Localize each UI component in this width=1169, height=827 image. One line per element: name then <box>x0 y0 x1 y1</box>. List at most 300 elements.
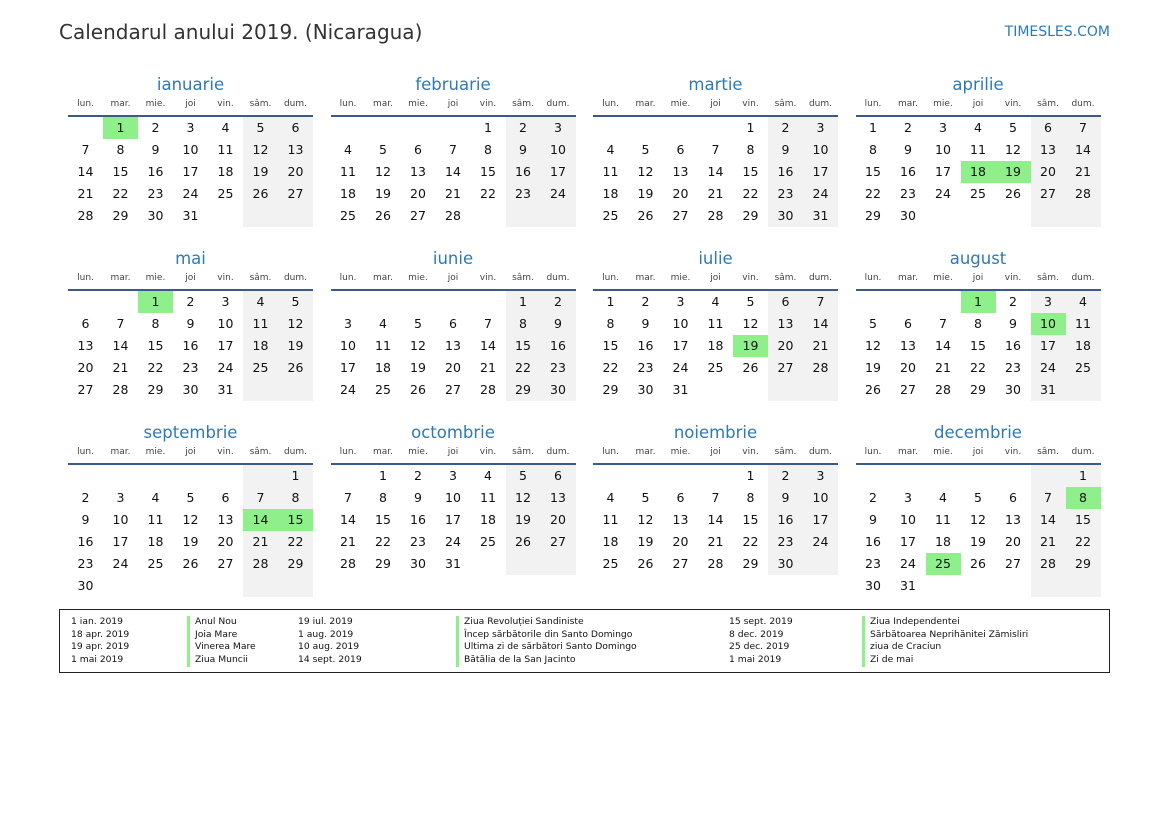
month-august <box>856 248 1101 401</box>
weekday-label: mar. <box>372 99 394 109</box>
empty-cell <box>243 379 278 401</box>
month-name: februarie <box>415 75 491 94</box>
day-cell: 19 <box>375 186 391 201</box>
legend-holiday-name: Bătălia de la San Jacinto <box>456 654 576 667</box>
day-cell: 6 <box>414 142 422 157</box>
week-row <box>68 509 313 531</box>
day-cell: 11 <box>935 512 951 527</box>
holiday-day-cell: 14 <box>243 509 278 531</box>
legend-holiday-name: Încep sărbătorile din Santo Domingo <box>456 629 632 642</box>
week-row <box>331 487 576 509</box>
week-row <box>331 357 576 379</box>
day-cell: 29 <box>742 556 759 571</box>
day-cell: 7 <box>711 142 720 157</box>
weekday-label: lun. <box>602 447 619 457</box>
day-cell: 6 <box>541 465 576 487</box>
day-cell: 23 <box>865 556 881 571</box>
empty-cell <box>506 205 541 227</box>
day-cell: 9 <box>414 490 422 505</box>
day-cell: 23 <box>768 183 803 205</box>
empty-cell <box>68 117 103 139</box>
month-noiembrie <box>593 422 838 575</box>
empty-cell <box>138 575 173 597</box>
legend-date: 10 aug. 2019 <box>298 641 360 653</box>
day-cell: 23 <box>768 531 803 553</box>
day-cell: 28 <box>77 208 94 223</box>
day-cell: 9 <box>1009 316 1017 331</box>
legend-date: 15 sept. 2019 <box>729 616 793 627</box>
day-cell: 22 <box>865 186 881 201</box>
day-cell: 7 <box>939 316 947 331</box>
legend-row <box>71 654 256 667</box>
day-cell: 6 <box>1031 117 1066 139</box>
day-cell: 30 <box>768 553 803 575</box>
weekday-label: mar. <box>635 99 656 109</box>
day-cell: 20 <box>672 186 689 201</box>
month-name: iunie <box>432 249 474 268</box>
day-cell: 9 <box>541 313 576 335</box>
day-cell: 3 <box>939 120 947 135</box>
weekday-label: lun. <box>339 99 357 109</box>
week-row <box>331 139 576 161</box>
empty-cell <box>278 205 313 227</box>
empty-cell <box>401 117 436 139</box>
day-cell: 29 <box>970 382 986 397</box>
legend-date: 25 dec. 2019 <box>729 641 790 653</box>
week-row <box>593 161 838 183</box>
day-cell: 24 <box>112 556 129 571</box>
holiday-day-cell: 15 <box>278 509 313 531</box>
empty-cell <box>1031 575 1066 597</box>
day-cell: 31 <box>672 382 689 397</box>
weekday-label: sâm. <box>512 447 534 457</box>
day-cell: 27 <box>1031 183 1066 205</box>
day-cell: 26 <box>637 208 654 223</box>
empty-cell <box>856 465 891 487</box>
holiday-day-cell: 18 <box>961 161 996 183</box>
week-row <box>856 205 1101 227</box>
day-cell: 18 <box>147 534 164 549</box>
day-cell: 20 <box>445 360 461 375</box>
day-cell: 4 <box>711 294 720 309</box>
empty-cell <box>803 553 838 575</box>
week-row <box>593 335 838 357</box>
day-cell: 20 <box>672 534 689 549</box>
day-cell: 22 <box>602 360 619 375</box>
legend-date: 19 iul. 2019 <box>298 616 353 627</box>
empty-cell <box>208 465 243 487</box>
month-martie <box>593 74 838 227</box>
empty-cell <box>68 465 103 487</box>
empty-cell <box>1066 575 1101 597</box>
weekday-label: dum. <box>283 99 308 109</box>
day-cell: 2 <box>904 120 912 135</box>
day-cell: 12 <box>410 338 426 353</box>
day-cell: 2 <box>414 468 422 483</box>
day-cell: 30 <box>77 578 94 593</box>
day-cell: 11 <box>970 142 986 157</box>
empty-cell <box>471 553 506 575</box>
day-cell: 25 <box>375 382 391 397</box>
week-row <box>68 357 313 379</box>
legend-holiday-name: Ziua Revoluției Sandiniste <box>456 616 584 629</box>
week-row <box>856 553 1101 575</box>
day-cell: 4 <box>221 120 230 135</box>
empty-cell <box>803 379 838 401</box>
day-cell: 11 <box>217 142 234 157</box>
day-cell: 23 <box>541 357 576 379</box>
day-cell: 12 <box>637 164 654 179</box>
day-cell: 24 <box>803 183 838 205</box>
day-cell: 3 <box>449 468 457 483</box>
day-cell: 3 <box>1031 291 1066 313</box>
day-cell: 18 <box>602 186 619 201</box>
day-cell: 17 <box>1031 335 1066 357</box>
day-cell: 5 <box>186 490 195 505</box>
empty-cell <box>628 117 663 139</box>
day-cell: 8 <box>746 490 755 505</box>
empty-cell <box>996 205 1031 227</box>
legend-date: 1 mai 2019 <box>71 654 124 666</box>
day-cell: 17 <box>803 509 838 531</box>
day-cell: 8 <box>379 490 387 505</box>
weekday-label: mie. <box>933 99 953 109</box>
day-cell: 27 <box>900 382 916 397</box>
day-cell: 29 <box>375 556 391 571</box>
day-cell: 20 <box>1031 161 1066 183</box>
week-row <box>856 531 1101 553</box>
day-cell: 26 <box>278 357 313 379</box>
day-cell: 12 <box>742 316 759 331</box>
day-cell: 9 <box>81 512 90 527</box>
week-row <box>593 205 838 227</box>
legend-holiday-name: Joia Mare <box>187 629 237 642</box>
empty-cell <box>593 117 628 139</box>
month-name: august <box>949 249 1007 268</box>
day-cell: 6 <box>768 291 803 313</box>
page-title: Calendarul anului 2019. (Nicaragua) <box>59 20 423 44</box>
weekday-label: dum. <box>546 99 570 109</box>
day-cell: 20 <box>541 509 576 531</box>
day-cell: 3 <box>676 294 685 309</box>
day-cell: 20 <box>217 534 234 549</box>
weekday-label: mie. <box>408 447 428 457</box>
day-cell: 7 <box>711 490 720 505</box>
empty-cell <box>961 205 996 227</box>
day-cell: 28 <box>340 556 356 571</box>
day-cell: 27 <box>410 208 426 223</box>
empty-cell <box>401 291 436 313</box>
weekday-header <box>331 272 576 291</box>
day-cell: 30 <box>182 382 199 397</box>
day-cell: 13 <box>278 139 313 161</box>
empty-cell <box>103 465 138 487</box>
day-cell: 21 <box>243 531 278 553</box>
day-cell: 7 <box>803 291 838 313</box>
holiday-day-cell: 10 <box>1031 313 1066 335</box>
weekday-label: vin. <box>1004 99 1022 109</box>
holiday-day-cell: 19 <box>733 335 768 357</box>
day-cell: 16 <box>768 509 803 531</box>
day-cell: 10 <box>182 142 199 157</box>
weekday-label: mar. <box>635 447 656 457</box>
weekday-label: mie. <box>670 447 691 457</box>
weekday-label: lun. <box>864 447 882 457</box>
weekday-header <box>68 98 313 117</box>
day-cell: 14 <box>77 164 94 179</box>
day-cell: 25 <box>217 186 234 201</box>
weekday-label: lun. <box>864 99 882 109</box>
day-cell: 18 <box>602 534 619 549</box>
empty-cell <box>331 465 366 487</box>
week-row <box>331 335 576 357</box>
day-cell: 10 <box>935 142 951 157</box>
empty-cell <box>103 291 138 313</box>
day-cell: 3 <box>221 294 230 309</box>
day-cell: 4 <box>1066 291 1101 313</box>
week-row <box>593 183 838 205</box>
day-cell: 17 <box>182 164 199 179</box>
week-row <box>856 139 1101 161</box>
week-row <box>68 117 313 139</box>
day-cell: 16 <box>147 164 164 179</box>
week-row <box>593 487 838 509</box>
week-row <box>856 509 1101 531</box>
day-cell: 16 <box>506 161 541 183</box>
day-cell: 15 <box>742 164 759 179</box>
day-cell: 10 <box>445 490 461 505</box>
day-cell: 21 <box>480 360 496 375</box>
day-cell: 14 <box>480 338 496 353</box>
day-cell: 1 <box>278 465 313 487</box>
day-cell: 15 <box>970 338 986 353</box>
day-cell: 30 <box>637 382 654 397</box>
day-cell: 21 <box>112 360 129 375</box>
day-cell: 2 <box>541 291 576 313</box>
legend-row <box>729 641 1028 654</box>
weekday-label: sâm. <box>774 99 797 109</box>
legend-date: 14 sept. 2019 <box>298 654 362 666</box>
day-cell: 5 <box>379 142 387 157</box>
weekday-label: joi <box>185 273 196 283</box>
weekday-label: joi <box>185 447 196 457</box>
day-cell: 12 <box>865 338 881 353</box>
holiday-day-cell: 25 <box>926 553 961 575</box>
day-cell: 27 <box>768 357 803 379</box>
weekday-label: mar. <box>110 447 131 457</box>
day-cell: 19 <box>182 534 199 549</box>
legend-holiday-name: Vinerea Mare <box>187 641 256 654</box>
empty-cell <box>926 465 961 487</box>
day-cell: 25 <box>243 357 278 379</box>
day-cell: 19 <box>637 534 654 549</box>
day-cell: 20 <box>768 335 803 357</box>
week-row <box>68 205 313 227</box>
week-row <box>593 357 838 379</box>
day-cell: 28 <box>1066 183 1101 205</box>
day-cell: 19 <box>410 360 426 375</box>
weekday-label: dum. <box>1071 447 1095 457</box>
day-cell: 9 <box>186 316 195 331</box>
day-cell: 22 <box>112 186 129 201</box>
weekday-label: joi <box>972 273 984 283</box>
weekday-label: joi <box>710 273 721 283</box>
weekday-label: joi <box>447 273 459 283</box>
day-cell: 24 <box>182 186 199 201</box>
day-cell: 25 <box>147 556 164 571</box>
weekday-label: dum. <box>1071 273 1095 283</box>
holiday-day-cell: 19 <box>996 161 1031 183</box>
day-cell: 17 <box>112 534 129 549</box>
day-cell: 7 <box>243 487 278 509</box>
day-cell: 12 <box>278 313 313 335</box>
day-cell: 13 <box>1005 512 1021 527</box>
day-cell: 2 <box>768 465 803 487</box>
day-cell: 31 <box>1031 379 1066 401</box>
day-cell: 6 <box>1009 490 1017 505</box>
day-cell: 10 <box>900 512 916 527</box>
weekday-label: sâm. <box>1037 99 1059 109</box>
empty-cell <box>996 575 1031 597</box>
month-iulie <box>593 248 838 401</box>
day-cell: 17 <box>541 161 576 183</box>
weekday-header <box>856 272 1101 291</box>
day-cell: 4 <box>974 120 982 135</box>
day-cell: 22 <box>147 360 164 375</box>
day-cell: 25 <box>1066 357 1101 379</box>
day-cell: 4 <box>243 291 278 313</box>
day-cell: 30 <box>865 578 881 593</box>
legend-row <box>729 629 1028 642</box>
day-cell: 8 <box>151 316 160 331</box>
day-cell: 21 <box>707 186 724 201</box>
day-cell: 11 <box>1066 313 1101 335</box>
day-cell: 26 <box>742 360 759 375</box>
day-cell: 10 <box>803 487 838 509</box>
day-cell: 9 <box>768 487 803 509</box>
empty-cell <box>926 291 961 313</box>
day-cell: 15 <box>742 512 759 527</box>
day-cell: 26 <box>865 382 881 397</box>
empty-cell <box>331 291 366 313</box>
empty-cell <box>961 465 996 487</box>
week-row <box>856 357 1101 379</box>
week-row <box>856 291 1101 313</box>
month-name: martie <box>688 75 743 94</box>
day-cell: 2 <box>641 294 650 309</box>
weekday-label: dum. <box>808 273 833 283</box>
week-row <box>593 553 838 575</box>
day-cell: 29 <box>742 208 759 223</box>
day-cell: 19 <box>637 186 654 201</box>
weekday-label: mie. <box>670 273 691 283</box>
week-row <box>331 117 576 139</box>
day-cell: 20 <box>1005 534 1021 549</box>
day-cell: 16 <box>900 164 916 179</box>
empty-cell <box>1066 379 1101 401</box>
site-link[interactable]: TIMESLES.COM <box>1004 24 1110 40</box>
legend-row <box>298 654 637 667</box>
empty-cell <box>173 465 208 487</box>
day-cell: 5 <box>243 117 278 139</box>
week-row <box>593 117 838 139</box>
day-cell: 20 <box>410 186 426 201</box>
month-ianuarie <box>68 74 313 227</box>
weekday-label: sâm. <box>512 273 534 283</box>
day-cell: 10 <box>672 316 689 331</box>
empty-cell <box>208 575 243 597</box>
day-cell: 4 <box>606 490 615 505</box>
day-cell: 19 <box>278 335 313 357</box>
day-cell: 14 <box>707 512 724 527</box>
legend-row <box>729 616 1028 629</box>
day-cell: 7 <box>1031 487 1066 509</box>
day-cell: 23 <box>77 556 94 571</box>
day-cell: 30 <box>1005 382 1021 397</box>
day-cell: 19 <box>506 509 541 531</box>
day-cell: 18 <box>707 338 724 353</box>
day-cell: 5 <box>641 142 650 157</box>
day-cell: 8 <box>606 316 615 331</box>
day-cell: 17 <box>340 360 356 375</box>
empty-cell <box>506 553 541 575</box>
weekday-label: mar. <box>372 273 394 283</box>
day-cell: 28 <box>243 553 278 575</box>
day-cell: 14 <box>445 164 461 179</box>
week-row <box>331 509 576 531</box>
legend-row <box>298 641 637 654</box>
week-row <box>856 313 1101 335</box>
empty-cell <box>173 575 208 597</box>
day-cell: 28 <box>112 382 129 397</box>
day-cell: 13 <box>410 164 426 179</box>
weekday-header <box>593 272 838 291</box>
empty-cell <box>698 117 733 139</box>
weekday-label: mar. <box>110 273 131 283</box>
empty-cell <box>996 465 1031 487</box>
empty-cell <box>436 117 471 139</box>
day-cell: 18 <box>217 164 234 179</box>
day-cell: 5 <box>1009 120 1017 135</box>
day-cell: 10 <box>112 512 129 527</box>
day-cell: 14 <box>1066 139 1101 161</box>
week-row <box>68 139 313 161</box>
weekday-label: sâm. <box>774 447 797 457</box>
day-cell: 6 <box>676 142 685 157</box>
weekday-label: sâm. <box>1037 273 1059 283</box>
day-cell: 24 <box>541 183 576 205</box>
legend-date: 1 mai 2019 <box>729 654 782 666</box>
day-cell: 7 <box>1066 117 1101 139</box>
weekday-label: joi <box>447 447 459 457</box>
day-cell: 9 <box>904 142 912 157</box>
holiday-day-cell: 1 <box>961 291 996 313</box>
day-cell: 4 <box>344 142 352 157</box>
day-cell: 24 <box>1031 357 1066 379</box>
weekday-label: mar. <box>372 447 394 457</box>
week-row <box>68 335 313 357</box>
day-cell: 15 <box>602 338 619 353</box>
empty-cell <box>208 205 243 227</box>
day-cell: 15 <box>865 164 881 179</box>
day-cell: 5 <box>869 316 877 331</box>
day-cell: 18 <box>340 186 356 201</box>
day-cell: 9 <box>506 139 541 161</box>
legend-holiday-name: Anul Nou <box>187 616 237 629</box>
week-row <box>68 553 313 575</box>
day-cell: 24 <box>445 534 461 549</box>
day-cell: 6 <box>278 117 313 139</box>
